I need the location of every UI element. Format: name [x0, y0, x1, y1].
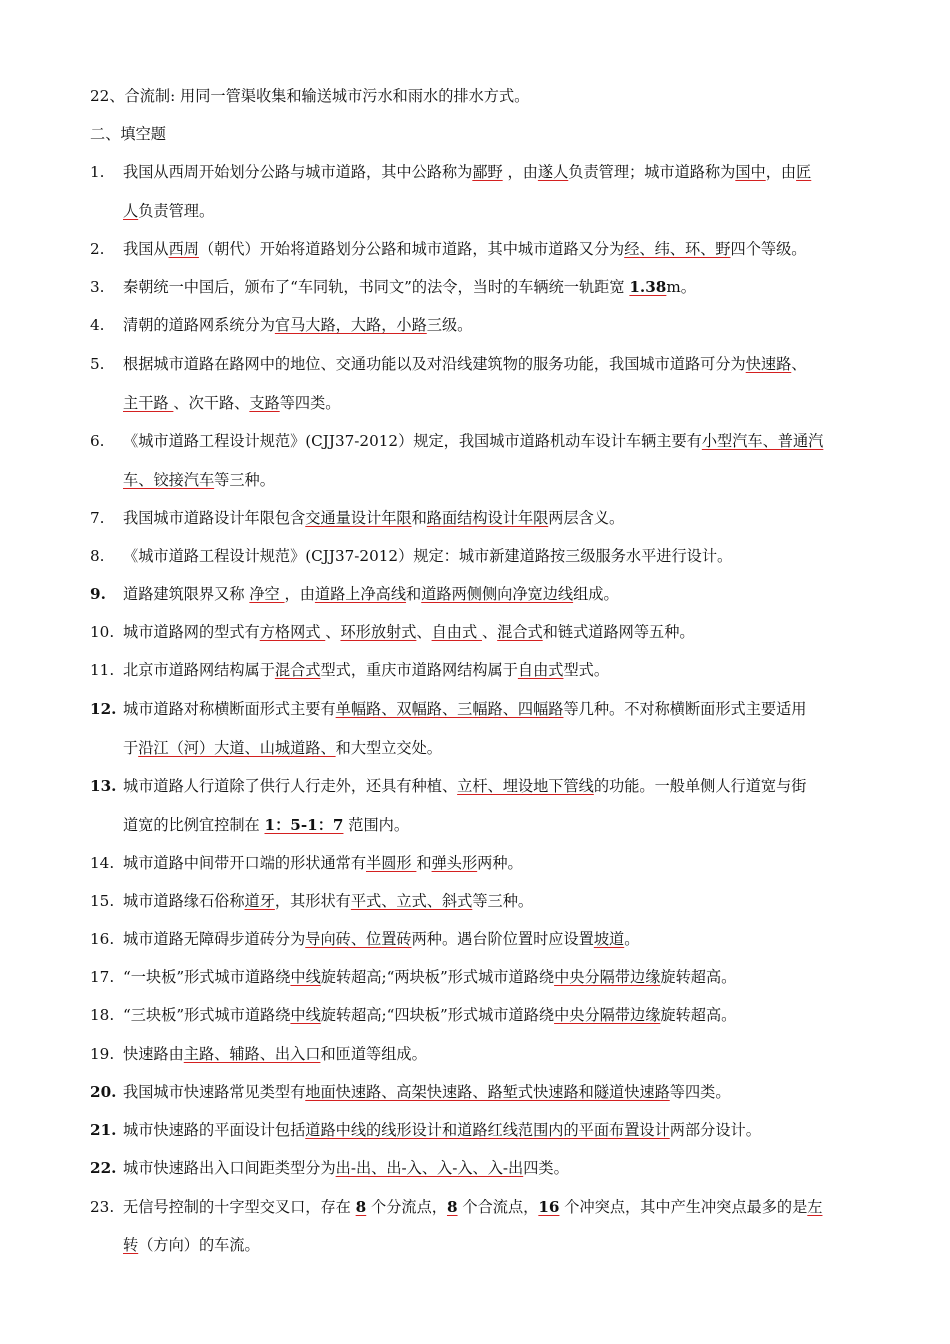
answer-blank: 立杆、埋设地下管线 [457, 777, 594, 795]
question-text-segment: 道宽的比例宜控制在 [123, 816, 265, 834]
answer-blank: 中央分隔带边缘 [554, 1006, 661, 1024]
question-text [123, 1120, 761, 1140]
answer-blank: 平式、立式、斜式 [350, 892, 473, 910]
answer-blank: 1：5-1：7 [264, 816, 344, 834]
question-number: 20. [90, 1083, 117, 1101]
question-number: 13. [90, 777, 117, 795]
question-number: 2. [90, 240, 105, 258]
answer-blank: 环形放射式 [340, 623, 417, 641]
question-text-segment: 组成。 [573, 585, 619, 603]
question-number: 23. [90, 1198, 115, 1216]
question-text [123, 584, 619, 604]
question-text-segment: 、 [791, 355, 807, 373]
answer-blank: 快速路 [745, 355, 792, 373]
question-text-segment: 城市道路缘石俗称 [123, 892, 245, 910]
answer-blank: 鄙野 [472, 163, 503, 181]
definition-text: 22、合流制: 用同一管渠收集和输送城市污水和雨水的排水方式。 [90, 87, 530, 105]
question-text-segment: 四类。 [523, 1159, 569, 1177]
question-number: 14. [90, 854, 115, 872]
answer-blank: 转 [123, 1236, 139, 1254]
question-text [123, 277, 696, 297]
answer-blank: 单幅路、双幅路、三幅路、四幅路 [335, 700, 564, 718]
question-text-segment: 等三种。 [214, 471, 275, 489]
question-text-segment: 城市道路对称横断面形式主要有 [123, 700, 336, 718]
answer-blank: 主干路 [123, 394, 174, 412]
question-text [123, 1158, 569, 1178]
question-text-segment: 道路建筑限界又称 [123, 585, 250, 603]
question-text-segment: 清朝的道路网系统分为 [123, 316, 275, 334]
question-text-segment: 等四类。 [669, 1083, 731, 1101]
question-text-segment: 城市道路中间带开口端的形状通常有 [123, 854, 366, 872]
answer-blank: 交通量设计年限 [305, 509, 412, 527]
answer-blank: 混合式 [274, 661, 321, 679]
question-text-segment: 和 [411, 509, 427, 527]
question-text-segment: 无信号控制的十字型交叉口，存在 [123, 1198, 356, 1216]
question-text [123, 738, 442, 758]
answer-blank: 人 [123, 202, 139, 220]
question-number: 21. [90, 1121, 117, 1139]
answer-blank: 经、纬、环、野 [624, 240, 731, 258]
question-text-segment: m。 [666, 278, 696, 296]
question-text-segment: 两种。遇台阶位置时应设置 [411, 930, 594, 948]
question-text-segment: 型式。 [563, 661, 609, 679]
question-text [123, 1005, 736, 1025]
question-text-segment: 、 [325, 623, 341, 641]
question-text-segment: 我国从 [123, 240, 169, 258]
question-text-segment: 的功能。一般单侧人行道宽与街 [593, 777, 807, 795]
question-number: 11. [90, 661, 115, 679]
question-text-segment: 两层含义。 [548, 509, 625, 527]
question-text-segment: 我国城市快速路常见类型有 [123, 1083, 306, 1101]
question-number: 7. [90, 509, 105, 527]
question-text-segment: 和大型立交处。 [335, 739, 442, 757]
question-text-segment: （朝代）开始将道路划分公路和城市道路，其中城市道路又分为 [198, 240, 625, 258]
question-text-segment: ，由 [284, 585, 315, 603]
question-text-segment: 根据城市道路在路网中的地位、交通功能以及对沿线建筑物的服务功能，我国城市道路可分为 [123, 355, 746, 373]
question-text [123, 508, 624, 528]
answer-blank: 沿江（河）大道、山城道路、 [138, 739, 336, 757]
question-text-segment: 个分流点， [366, 1198, 447, 1216]
question-text [123, 699, 806, 719]
question-text [123, 354, 806, 374]
answer-blank: 中线 [290, 1006, 321, 1024]
question-text [123, 1235, 260, 1255]
question-number: 18. [90, 1006, 115, 1024]
question-number: 16. [90, 930, 115, 948]
question-text [123, 967, 736, 987]
question-text [123, 1044, 427, 1064]
question-text-segment: 型式，重庆市道路网结构属于 [320, 661, 518, 679]
question-text-segment: 和 [406, 585, 422, 603]
answer-blank: 左 [807, 1198, 823, 1216]
question-text [123, 393, 340, 413]
question-text-segment: 和链式道路网等五种。 [542, 623, 695, 641]
question-text-segment: 城市道路人行道除了供行人行走外，还具有种植、 [123, 777, 458, 795]
question-text [123, 162, 811, 182]
question-text-segment: 城市快速路出入口间距类型分为 [123, 1159, 336, 1177]
question-text [123, 1197, 822, 1217]
answer-blank: 道路上净高线 [314, 585, 407, 603]
question-text [123, 1082, 731, 1102]
question-number: 4. [90, 316, 105, 334]
question-text [123, 315, 472, 335]
answer-blank: 半圆形 [366, 854, 417, 872]
question-number: 5. [90, 355, 105, 373]
question-text [123, 660, 609, 680]
question-text-segment: ，其形状有 [274, 892, 351, 910]
question-text [123, 470, 275, 490]
question-number: 10. [90, 623, 115, 641]
question-number: 22. [90, 1159, 117, 1177]
question-text-segment: 两种。 [477, 854, 523, 872]
answer-blank: 道路两侧侧向净宽边线 [421, 585, 574, 603]
question-text-segment: 、 [416, 623, 432, 641]
answer-blank: 1.38 [629, 278, 667, 296]
question-text-segment: 城市道路网的型式有 [123, 623, 260, 641]
question-number: 12. [90, 700, 117, 718]
answer-blank: 中线 [290, 968, 321, 986]
question-number: 19. [90, 1045, 115, 1063]
answer-blank: 中央分隔带边缘 [554, 968, 661, 986]
question-text [123, 546, 732, 566]
question-number: 9. [90, 585, 106, 603]
question-text [123, 815, 409, 835]
question-text-segment: 旋转超高;“两块板”形式城市道路绕 [320, 968, 555, 986]
question-text-segment: 于 [123, 739, 139, 757]
question-text [123, 201, 214, 221]
answer-blank: 自由式 [431, 623, 482, 641]
question-text [123, 431, 823, 451]
question-text-segment: 《城市道路工程设计规范》(CJJ37-2012）规定，我国城市道路机动车设计车辆主要有 [123, 432, 702, 450]
question-number: 15. [90, 892, 115, 910]
answer-blank: 官马大路，大路，小路 [274, 316, 427, 334]
question-text-segment: 三级。 [426, 316, 473, 334]
question-text-segment: 秦朝统一中国后，颁布了“车同轨，书同文”的法令，当时的车辆统一轨距宽 [123, 278, 630, 296]
answer-blank: 地面快速路、高架快速路、路堑式快速路和隧道快速路 [305, 1083, 670, 1101]
answer-blank: 道路中线的线形设计和道路红线范围内的平面布置设计 [305, 1121, 670, 1139]
question-text-segment: 负责管理。 [138, 202, 215, 220]
answer-blank: 国中 [735, 163, 766, 181]
question-text [123, 929, 639, 949]
answer-blank: 匠 [796, 163, 812, 181]
question-text [123, 891, 533, 911]
answer-blank: 导向砖、位置砖 [305, 930, 412, 948]
question-number: 1. [90, 163, 105, 181]
question-text-segment: 等四类。 [279, 394, 341, 412]
question-text-segment: 等几种。不对称横断面形式主要适用 [563, 700, 807, 718]
section-heading-text: 二、填空题 [90, 125, 166, 143]
question-text [123, 622, 695, 642]
question-text-segment: “一块板”形式城市道路绕 [123, 968, 291, 986]
question-text-segment: 。 [624, 930, 640, 948]
answer-blank: 混合式 [497, 623, 543, 641]
answer-blank: 出-出、出-入、入-入、入-出 [335, 1159, 524, 1177]
question-text-segment: 等三种。 [472, 892, 534, 910]
answer-blank: 车、铰接汽车 [123, 471, 215, 489]
question-text-segment: 城市道路无障碍步道砖分为 [123, 930, 306, 948]
answer-blank: 坡道 [593, 930, 625, 948]
question-text-segment: 四个等级。 [730, 240, 807, 258]
question-text-segment: 快速路由 [123, 1045, 184, 1063]
question-text-segment: ，由 [502, 163, 538, 181]
answer-blank: 遂人 [537, 163, 569, 181]
question-text-segment: 负责管理；城市道路称为 [568, 163, 736, 181]
question-text-segment: 北京市道路网结构属于 [123, 661, 275, 679]
question-text-segment: 和 [416, 854, 432, 872]
question-text-segment: 、次干路、 [173, 394, 250, 412]
question-text [123, 776, 806, 796]
answer-blank: 路面结构设计年限 [426, 509, 549, 527]
answer-blank: 道牙 [244, 892, 275, 910]
question-number: 17. [90, 968, 115, 986]
question-text-segment: 范围内。 [343, 816, 410, 834]
answer-blank: 8 [355, 1198, 367, 1216]
question-text-segment: 城市快速路的平面设计包括 [123, 1121, 306, 1139]
question-text-segment: “三块板”形式城市道路绕 [123, 1006, 291, 1024]
answer-blank: 净空 [249, 585, 285, 603]
question-text-segment: 旋转超高。 [660, 1006, 737, 1024]
answer-blank: 主路、辅路、出入口 [183, 1045, 321, 1063]
answer-blank: 16 [538, 1198, 560, 1216]
question-text-segment: 、 [481, 623, 498, 641]
answer-blank: 弹头形 [431, 854, 478, 872]
question-number: 6. [90, 432, 105, 450]
question-number: 3. [90, 278, 105, 296]
question-text-segment: 个合流点， [457, 1198, 539, 1216]
answer-blank: 西周 [168, 240, 199, 258]
question-text-segment: 两部分设计。 [669, 1121, 761, 1139]
answer-blank: 8 [446, 1198, 458, 1216]
question-text [123, 853, 523, 873]
question-text-segment: 和匝道等组成。 [320, 1045, 427, 1063]
question-text [123, 239, 806, 259]
answer-blank: 小型汽车、普通汽 [701, 432, 824, 450]
question-text-segment: ，由 [765, 163, 797, 181]
question-number: 8. [90, 547, 105, 565]
question-text-segment: 我国从西周开始划分公路与城市道路，其中公路称为 [123, 163, 473, 181]
answer-blank: 支路 [249, 394, 280, 412]
question-text-segment: 《城市道路工程设计规范》(CJJ37-2012）规定：城市新建道路按三级服务水平进行设计。 [123, 547, 733, 565]
question-text-segment: 我国城市道路设计年限包含 [123, 509, 306, 527]
question-text-segment: 旋转超高;“四块板”形式城市道路绕 [320, 1006, 555, 1024]
answer-blank: 方格网式 [259, 623, 326, 641]
answer-blank: 自由式 [517, 661, 564, 679]
question-text-segment: 旋转超高。 [660, 968, 737, 986]
question-text-segment: 个冲突点，其中产生冲突点最多的是 [559, 1198, 808, 1216]
question-text-segment: （方向）的车流。 [138, 1236, 260, 1254]
